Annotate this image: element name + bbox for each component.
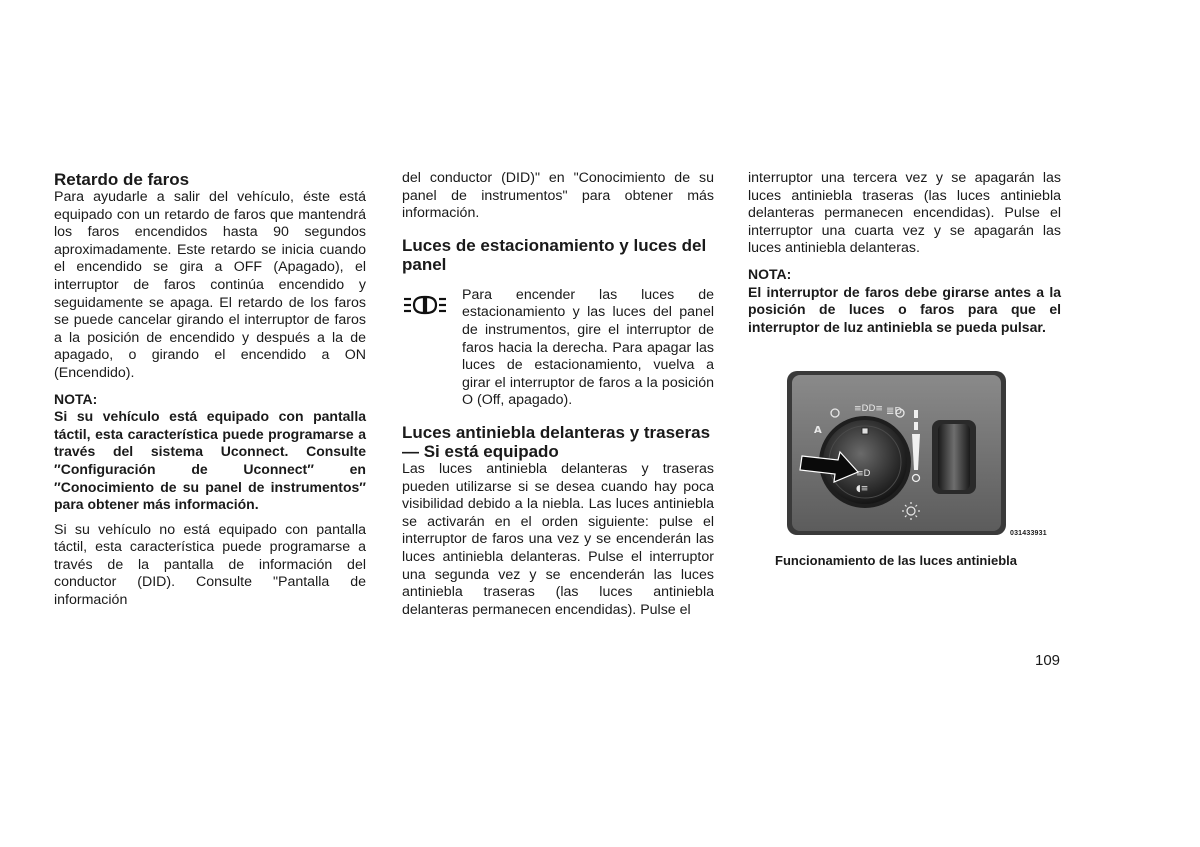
note-body: Si su vehículo está equipado con pantalla táctil, esta característica puede programarse a través del sistema Uconnect. Consulte ″Configuración de Uconnect″ en ″Conocimiento de su panel de instrumentos″ para obtener más información. [54,408,366,513]
figure-caption: Funcionamiento de las luces antiniebla [775,553,1017,568]
note-heading: NOTA: [54,390,98,407]
svg-text:≡DD≡: ≡DD≡ [854,404,883,414]
paragraph: Si su vehículo no está equipado con pantalla táctil, esta característica puede programarse a través de la pantalla de información del conductor (DID). Consulte "Pantalla de información [54,521,366,609]
paragraph: interruptor una tercera vez y se apagarán las luces antiniebla traseras (las luces antiniebla delanteras permanecen encendidas). Pulse el interruptor una cuarta vez y se apagarán las luces antiniebla delanteras. [748,170,1061,257]
column-1 [54,170,366,610]
paragraph: Para ayudarle a salir del vehículo, éste está equipado con un retardo de faros que mantendrá los faros encendidos hasta 90 segundos aproximadamente. Este retardo se inicia cuando el encendido se gira a OFF (Apagado), el interruptor de faros continúa encendido y seguidamente se apaga. El retardo de los faros se puede cancelar girando el interruptor de faros a la posición de encendido y después a la de apagado, o girando el encendido a ON (Encendido). [54,189,366,381]
svg-text:≡D: ≡D [856,469,871,479]
svg-text:◖≡: ◖≡ [856,484,869,494]
paragraph: del conductor (DID)" en "Conocimiento de su panel de instrumentos" para obtener más información. [402,170,714,222]
headlight-switch-figure [786,370,1007,536]
figure-code: 031433931 [1010,530,1047,537]
section-heading-fog-lights: Luces antiniebla delanteras y traseras — Si está equipado [402,422,711,461]
column-2 [402,170,714,619]
parking-lights-icon [402,291,448,319]
svg-text:≣D: ≣D [886,406,903,417]
parking-lights-paragraph [402,287,714,410]
section-heading-headlight-delay: Retardo de faros [54,170,190,189]
page-number: 109 [1035,652,1061,669]
note-body: El interruptor de faros debe girarse antes a la posición de luces o faros para que el interruptor de luz antiniebla se pueda pulsar. [748,283,1061,335]
column-3 [748,170,1061,336]
figure-label-a: A [814,425,822,436]
note-heading: NOTA: [748,265,792,282]
paragraph: Las luces antiniebla delanteras y traseras pueden utilizarse si se desea cuando hay poca visibilidad debido a la niebla. Las luces antiniebla se activarán en el orden siguiente: pulse el interruptor de faros una vez y se encenderán las luces antiniebla delanteras. Pulse el interruptor una segunda vez y se encenderán las luces antiniebla traseras (las luces antiniebla delanteras permanecen encendidas). Pulse el [402,460,714,618]
paragraph: Para encender las luces de estacionamiento y las luces del panel de instrumentos, gire el interruptor de faros hacia la derecha. Para apagar las luces de estacionamiento, vuelva a girar el interruptor de faros a la posición O (Off, apagado). [462,286,714,409]
section-heading-parking-lights: Luces de estacionamiento y luces del panel [402,235,707,274]
